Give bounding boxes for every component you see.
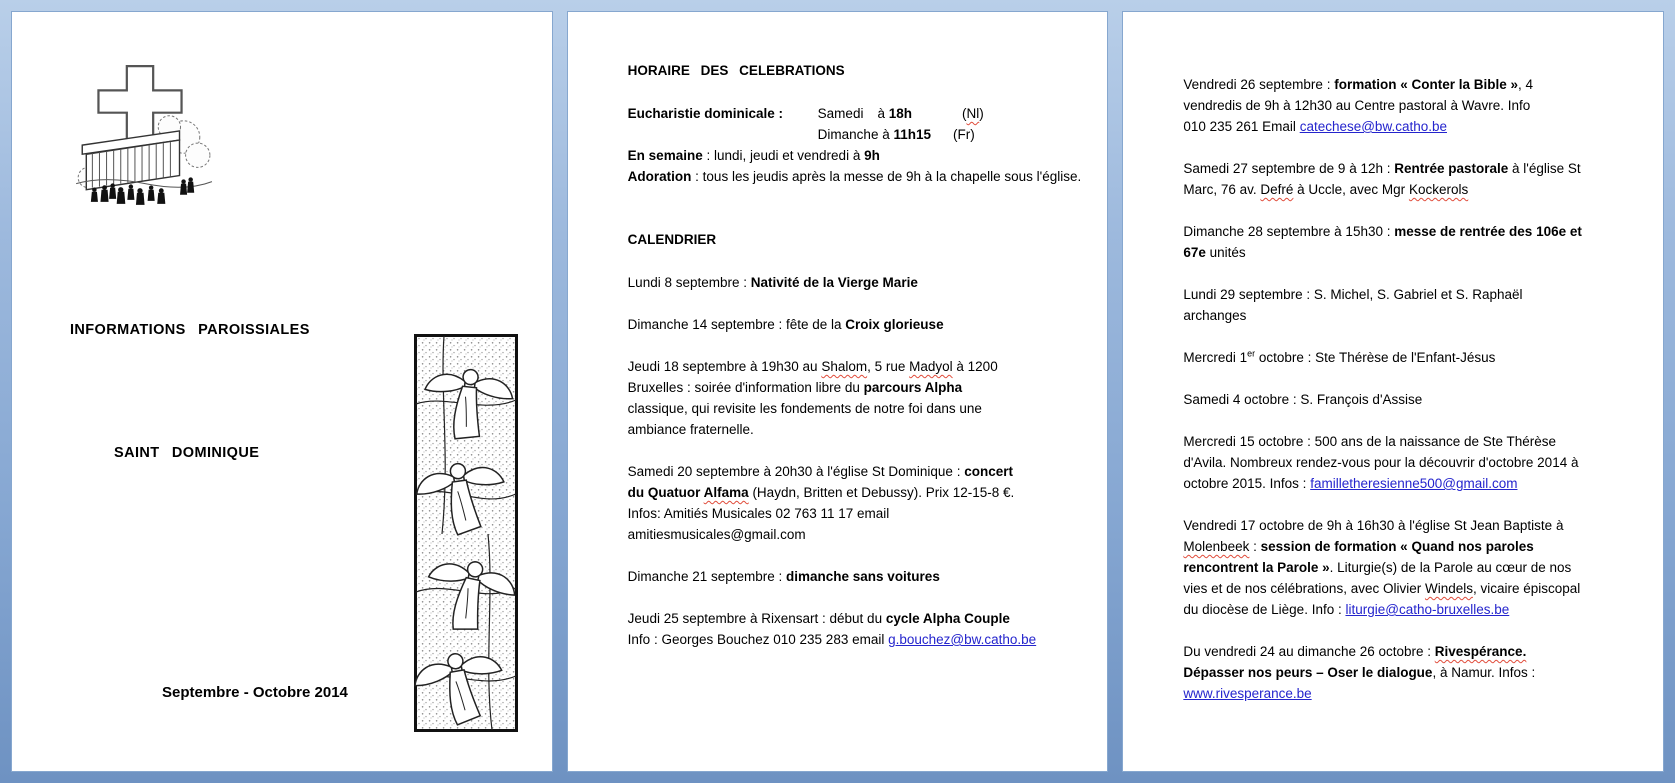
text-run: Shalom: [821, 359, 868, 374]
calendar-entries-september: [628, 272, 1102, 650]
text-run: Dimanche 21 septembre :: [627, 569, 787, 584]
schedule-heading: HORAIRE DES CELEBRATIONS: [627, 63, 845, 78]
calendar-entry: [628, 356, 1102, 440]
calendar-entry: [1183, 221, 1657, 263]
page-1-cover: [11, 11, 553, 772]
text-run: Lundi 8 septembre :: [627, 275, 751, 290]
calendar-entry: [1183, 284, 1657, 326]
text-run: d'Avila. Nombreux rendez-vous pour la découvrir d'octobre 2014 à: [1183, 455, 1579, 470]
calendar-entry: [1183, 641, 1657, 704]
text-run: Windels: [1424, 581, 1473, 596]
parish-name: SAINT DOMINIQUE: [114, 445, 260, 461]
text-run: Jeudi 25 septembre à Rixensart : début du: [627, 611, 886, 626]
text-run: archanges: [1183, 308, 1247, 323]
text-run: Rentrée pastorale: [1394, 161, 1509, 176]
text-run: Croix glorieuse: [845, 317, 944, 332]
text-run: Madyol: [909, 359, 953, 374]
text-run: 11h15: [893, 127, 932, 142]
text-run: Vendredi 26 septembre :: [1183, 77, 1335, 92]
text-run: à l'église St: [1508, 161, 1581, 176]
text-run: , 4: [1517, 77, 1533, 92]
text-run: Eucharistie dominicale :: [627, 106, 783, 121]
calendar-entry: [628, 461, 1102, 545]
text-run: (Haydn, Britten et Debussy). Prix 12-15-8 €.: [748, 485, 1015, 500]
text-run: ambiance fraternelle.: [627, 422, 754, 437]
text-run: Samedi 20 septembre à 20h30 à l'église St Dominique :: [627, 464, 965, 479]
hyperlink[interactable]: g.bouchez@bw.catho.be: [888, 632, 1037, 647]
text-run: Marc, 76 av.: [1183, 182, 1261, 197]
text-run: octobre : Ste Thérèse de l'Enfant-Jésus: [1255, 350, 1496, 365]
text-run: Nl: [966, 106, 980, 121]
text-run: amitiesmusicales@gmail.com: [627, 527, 806, 542]
text-run: Bruxelles : soirée d'information libre du: [627, 380, 864, 395]
text-run: , vicaire épiscopal: [1472, 581, 1581, 596]
text-run: Nativité de la Vierge Marie: [750, 275, 918, 290]
text-run: , 5 rue: [867, 359, 910, 374]
text-run: dimanche sans voitures: [786, 569, 940, 584]
text-run: . Liturgie(s) de la Parole au cœur de nos: [1329, 560, 1572, 575]
text-run: à Uccle, avec Mgr: [1293, 182, 1409, 197]
text-run: classique, qui revisite les fondements de notre foi dans une: [627, 401, 982, 416]
schedule-line: [628, 103, 1102, 124]
text-run: à: [877, 106, 889, 121]
hyperlink[interactable]: liturgie@catho-bruxelles.be: [1345, 602, 1510, 617]
text-run: octobre 2015. Infos :: [1183, 476, 1311, 491]
text-run: Info : Georges Bouchez 010 235 283 email: [627, 632, 889, 647]
calendar-entry: [1183, 347, 1657, 368]
page-3-calendar-continued: [1122, 11, 1664, 772]
church-cross-line-drawing: [64, 60, 216, 212]
text-run: Molenbeek: [1183, 539, 1250, 554]
text-run: Rivespérance.: [1434, 644, 1527, 659]
calendar-entry: [628, 314, 1102, 335]
celebration-schedule: [628, 103, 1102, 187]
text-run: parcours Alpha: [863, 380, 963, 395]
calendar-entry: [1183, 515, 1657, 620]
calendar-entry: [628, 566, 1102, 587]
text-run: du diocèse de Liège. Info :: [1183, 602, 1346, 617]
hyperlink[interactable]: familletheresienne500@gmail.com: [1310, 476, 1518, 491]
text-run: 67e: [1183, 245, 1206, 260]
hyperlink[interactable]: catechese@bw.catho.be: [1299, 119, 1447, 134]
text-run: Mercredi 1: [1183, 350, 1248, 365]
text-run: En semaine: [627, 148, 703, 163]
schedule-line: [628, 124, 1102, 145]
text-run: (Fr): [953, 127, 975, 142]
text-run: cycle Alpha Couple: [885, 611, 1010, 626]
text-run: formation « Conter la Bible »: [1334, 77, 1518, 92]
text-run: Dimanche à: [817, 127, 894, 142]
schedule-line: [628, 145, 1102, 166]
calendar-entry: [1183, 158, 1657, 200]
text-run: Alfama: [703, 485, 749, 500]
text-run: 9h: [864, 148, 880, 163]
calendar-entries-october: [1183, 74, 1657, 704]
text-run: vies et de nos célébrations, avec Olivier: [1183, 581, 1425, 596]
text-run: Lundi 29 septembre : S. Michel, S. Gabriel et S. Raphaël: [1183, 287, 1523, 302]
text-run: : lundi, jeudi et vendredi à: [702, 148, 865, 163]
calendar-entry: [1183, 389, 1657, 410]
text-run: Dimanche 28 septembre à 15h30 :: [1183, 224, 1395, 239]
newsletter-title: INFORMATIONS PAROISSIALES: [70, 322, 310, 338]
text-run: session de formation « Quand nos paroles: [1260, 539, 1534, 554]
text-run: Du vendredi 24 au dimanche 26 octobre :: [1183, 644, 1435, 659]
schedule-line: [628, 166, 1102, 187]
hyperlink[interactable]: www.rivesperance.be: [1183, 686, 1312, 701]
issue-period: Septembre - Octobre 2014: [162, 684, 348, 701]
text-run: Vendredi 17 octobre de 9h à 16h30 à l'église St Jean Baptiste à: [1183, 518, 1564, 533]
calendar-heading: CALENDRIER: [627, 232, 717, 247]
text-run: Samedi: [817, 106, 864, 121]
text-run: (: [961, 106, 967, 121]
text-run: Dimanche 14 septembre : fête de la: [627, 317, 846, 332]
text-run: concert: [964, 464, 1013, 479]
text-run: :: [1249, 539, 1261, 554]
calendar-entry: [1183, 74, 1657, 137]
text-run: ): [979, 106, 984, 121]
text-run: : tous les jeudis après la messe de 9h à la chapelle sous l'église.: [691, 169, 1082, 184]
calendar-entry: [628, 608, 1102, 650]
text-run: er: [1247, 348, 1256, 359]
text-run: Jeudi 18 septembre à 19h30 au: [627, 359, 822, 374]
text-run: Mercredi 15 octobre : 500 ans de la naissance de Ste Thérèse: [1183, 434, 1557, 449]
text-run: Kockerols: [1408, 182, 1469, 197]
calendar-entry: [628, 272, 1102, 293]
text-run: à 1200: [952, 359, 998, 374]
text-run: 010 235 261 Email: [1183, 119, 1300, 134]
text-run: Samedi 4 octobre : S. François d'Assise: [1183, 392, 1423, 407]
text-run: rencontrent la Parole »: [1183, 560, 1330, 575]
text-run: messe de rentrée des 106e et: [1394, 224, 1582, 239]
text-run: unités: [1205, 245, 1246, 260]
text-run: vendredis de 9h à 12h30 au Centre pastoral à Wavre. Info: [1183, 98, 1531, 113]
text-run: , à Namur. Infos :: [1432, 665, 1536, 680]
text-run: Dépasser nos peurs – Oser le dialogue: [1183, 665, 1433, 680]
text-run: 18h: [888, 106, 912, 121]
text-run: Samedi 27 septembre de 9 à 12h :: [1183, 161, 1395, 176]
text-run: Adoration: [627, 169, 692, 184]
stained-glass-angels-line-drawing: [414, 334, 518, 732]
text-run: Infos: Amitiés Musicales 02 763 11 17 email: [627, 506, 890, 521]
text-run: Defré: [1260, 182, 1294, 197]
page-2-schedule: [567, 11, 1109, 772]
text-run: du Quatuor: [627, 485, 704, 500]
calendar-entry: [1183, 431, 1657, 494]
